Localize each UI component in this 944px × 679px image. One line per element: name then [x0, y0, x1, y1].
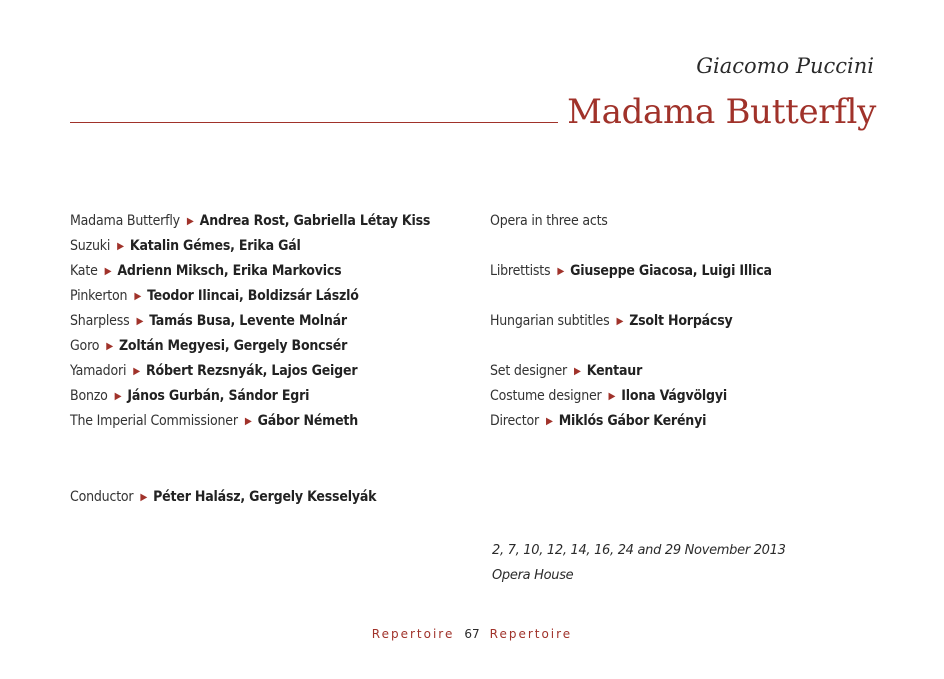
- credit-row-director: [490, 409, 772, 434]
- cast-row: [70, 409, 430, 434]
- performer-names: János Gurbán, Sándor Egri: [127, 388, 310, 404]
- arrow-right-icon: ▶: [557, 266, 565, 277]
- role-label: Conductor: [70, 489, 134, 505]
- performance-dates: 2, 7, 10, 12, 14, 16, 24 and 29 November 2013: [492, 543, 786, 558]
- arrow-right-icon: ▶: [106, 341, 113, 352]
- cast-list: [70, 209, 430, 434]
- role-label: Librettists: [490, 263, 551, 279]
- conductor-row: [70, 485, 376, 510]
- performer-names: Gábor Németh: [257, 413, 359, 429]
- arrow-right-icon: ▶: [574, 366, 581, 377]
- spacer: [490, 334, 772, 359]
- acts-line: [490, 209, 772, 234]
- title-rule: [70, 122, 558, 123]
- conductor-names: Péter Halász, Gergely Kesselyák: [153, 489, 377, 505]
- arrow-right-icon: ▶: [608, 391, 616, 402]
- performer-names: Róbert Rezsnyák, Lajos Geiger: [145, 363, 358, 379]
- performer-names: Teodor Ilincai, Boldizsár László: [147, 288, 359, 304]
- role-label: Goro: [70, 338, 100, 354]
- role-label: Costume designer: [490, 388, 602, 404]
- role-label: Kate: [70, 263, 98, 279]
- arrow-right-icon: ▶: [244, 416, 252, 427]
- credit-row-costume-designer: [490, 384, 772, 409]
- performer-names: Tamás Busa, Levente Molnár: [149, 313, 347, 329]
- role-label: Sharpless: [70, 313, 130, 329]
- spacer: [490, 234, 772, 259]
- role-label: Bonzo: [70, 388, 108, 404]
- credit-row-subtitles: [490, 309, 772, 334]
- arrow-right-icon: ▶: [186, 216, 194, 227]
- arrow-right-icon: ▶: [133, 366, 140, 377]
- performer-names: Adrienn Miksch, Erika Markovics: [117, 263, 342, 279]
- acts-label: Opera in three acts: [490, 213, 608, 229]
- role-label: Hungarian subtitles: [490, 313, 610, 329]
- composer-name: Giacomo Puccini: [696, 54, 874, 78]
- arrow-right-icon: ▶: [117, 241, 124, 252]
- page-footer: [0, 627, 944, 641]
- cast-row: [70, 384, 430, 409]
- arrow-right-icon: ▶: [114, 391, 122, 402]
- production-credits: [490, 209, 772, 434]
- credit-names: Miklós Gábor Kerényi: [558, 413, 707, 429]
- credit-row-set-designer: [490, 359, 772, 384]
- cast-row: [70, 209, 430, 234]
- role-label: Madama Butterfly: [70, 213, 180, 229]
- role-label: Yamadori: [70, 363, 127, 379]
- credit-names: Giuseppe Giacosa, Luigi Illica: [570, 263, 772, 279]
- performance-venue: Opera House: [492, 568, 574, 583]
- arrow-right-icon: ▶: [140, 492, 148, 503]
- role-label: Director: [490, 413, 539, 429]
- performance-info: [492, 538, 786, 588]
- credit-names: Kentaur: [586, 363, 643, 379]
- credit-names: Zsolt Horpácsy: [629, 313, 733, 329]
- arrow-right-icon: ▶: [136, 316, 144, 327]
- performer-names: Katalin Gémes, Erika Gál: [129, 238, 301, 254]
- credit-row-librettists: [490, 259, 772, 284]
- role-label: Suzuki: [70, 238, 111, 254]
- spacer: [490, 284, 772, 309]
- arrow-right-icon: ▶: [104, 266, 112, 277]
- opera-title: Madama Butterfly: [567, 92, 876, 132]
- credit-names: Ilona Vágvölgyi: [621, 388, 727, 404]
- footer-label-left: Repertoire: [371, 627, 455, 641]
- cast-row: [70, 234, 430, 259]
- performer-names: Zoltán Megyesi, Gergely Boncsér: [118, 338, 348, 354]
- role-label: Pinkerton: [70, 288, 128, 304]
- cast-row: [70, 259, 430, 284]
- cast-row: [70, 334, 430, 359]
- footer-label-right: Repertoire: [489, 627, 573, 641]
- role-label: The Imperial Commissioner: [70, 413, 238, 429]
- cast-row: [70, 284, 430, 309]
- arrow-right-icon: ▶: [616, 316, 624, 327]
- cast-row: [70, 359, 430, 384]
- page-number: 67: [464, 627, 480, 641]
- cast-row: [70, 309, 430, 334]
- arrow-right-icon: ▶: [545, 416, 553, 427]
- performer-names: Andrea Rost, Gabriella Létay Kiss: [199, 213, 431, 229]
- role-label: Set designer: [490, 363, 568, 379]
- arrow-right-icon: ▶: [134, 291, 142, 302]
